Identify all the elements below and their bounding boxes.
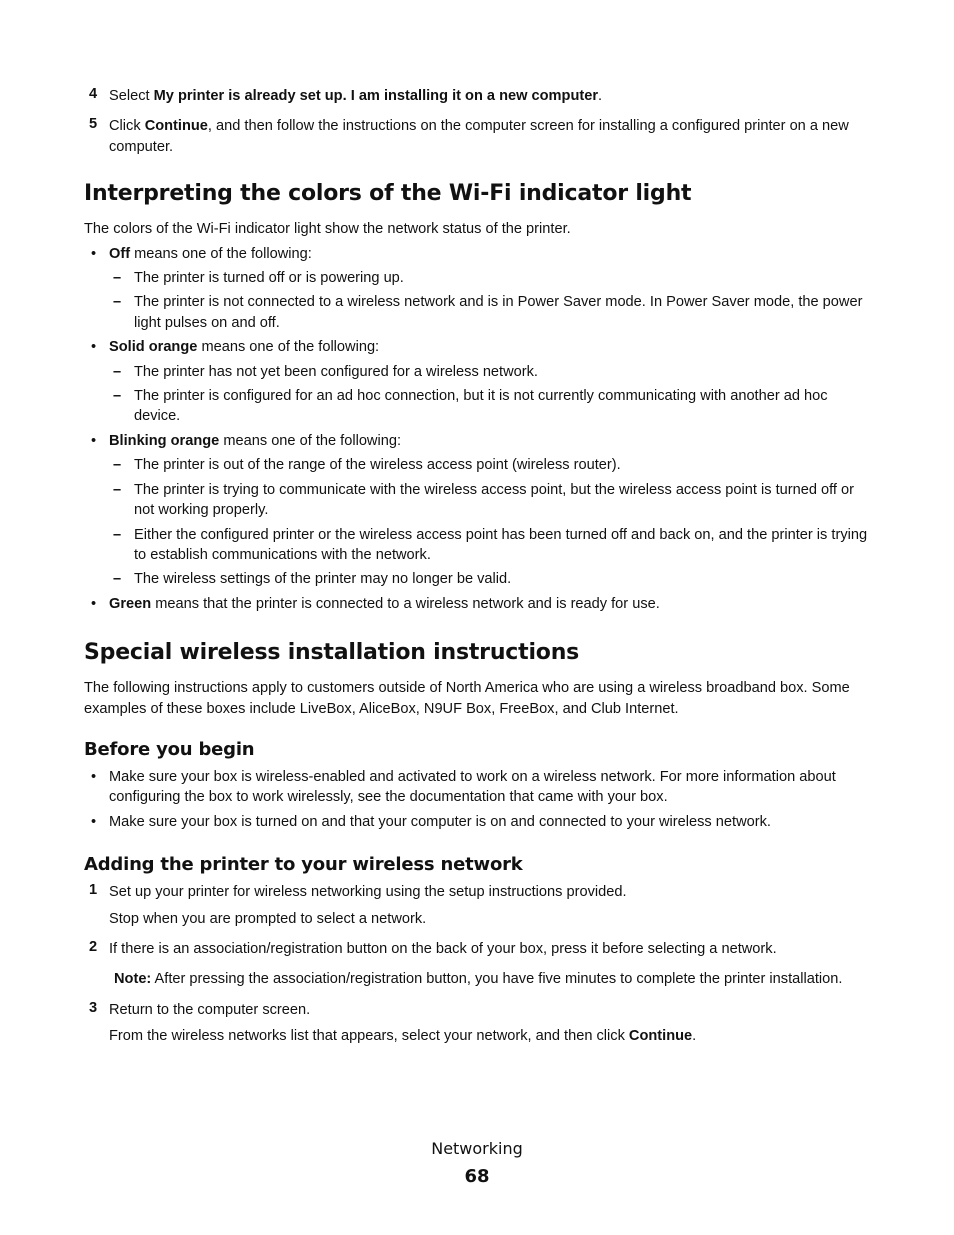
special-heading: Special wireless installation instructions [84,640,580,666]
step-text: Select My printer is already set up. I am installing it on a new computer. [109,88,603,104]
sub-list [109,362,874,427]
sub-item: – The printer is out of the range of the wireless access point (wireless router). [109,455,874,475]
before-heading: Before you begin [84,738,255,760]
step-number: 3 [89,999,98,1016]
page-content [84,86,874,1057]
step-subtext: Stop when you are prompted to select a network. [109,910,427,927]
sub-item: – The printer is configured for an ad hoc connection, but it is not currently communicating with another ad hoc device. [109,386,874,427]
sub-item: – The printer is turned off or is powering up. [109,268,874,288]
adding-step-3 [84,1000,874,1047]
adding-heading: Adding the printer to your wireless network [84,854,523,876]
step-number: 5 [89,116,98,133]
note: Note: After pressing the association/registration button, you have five minutes to complete the printer installation. [114,971,843,988]
list-item-green: • Green means that the printer is connected to a wireless network and is ready for use. [84,594,874,614]
wifi-heading: Interpreting the colors of the Wi-Fi indicator light [84,181,692,207]
sub-list [109,455,874,589]
list-item-blinking-orange: • Blinking orange means one of the following: – The printer is out of the range of the wireless access point (wireless router). – The printer is trying to communicate with the wireless access point, but the wireless access point is turned off or not working properly. – Either the configured printer or the wireless access point has been turned off and back on, and the printer is trying to establish communications with the network. – The wireless settings of the printer may no longer be valid. [84,431,874,590]
sub-item: – The printer is not connected to a wireless network and is in Power Saver mode. In Power Saver mode, the power light pulses on and off. [109,292,874,333]
step-4 [84,86,874,106]
step-number: 2 [89,938,98,955]
sub-item: – The wireless settings of the printer may no longer be valid. [109,569,874,589]
before-list [84,767,874,832]
note-label: Note: [114,971,152,988]
list-item-off: • Off means one of the following: – The printer is turned off or is powering up. – The printer is not connected to a wireless network and is in Power Saver mode. In Power Saver mode, the power light pulses on and off. [84,244,874,334]
step-number: 4 [89,86,98,102]
sub-list [109,268,874,333]
step-text: Return to the computer screen. [109,1001,311,1018]
adding-step-2 [84,939,874,990]
footer-section-name: Networking [431,1139,523,1158]
step-text: Click Continue, and then follow the instructions on the computer screen for installing a configured printer on a new computer. [109,118,849,155]
list-item: • Make sure your box is wireless-enabled and activated to work on a wireless network. For more information about configuring the box to work wirelessly, see the documentation that came with your box. [84,767,874,808]
step-number: 1 [89,882,98,899]
step-text: If there is an association/registration button on the back of your box, press it before selecting a network. [109,940,777,957]
step-text: Set up your printer for wireless networking using the setup instructions provided. [109,884,627,901]
adding-step-1 [84,882,874,929]
page-number: 68 [464,1166,490,1187]
special-intro: The following instructions apply to customers outside of North America who are using a wireless broadband box. Some examples of these boxes include LiveBox, AliceBox, N9UF Box, FreeBox, and Club Internet. [84,680,850,717]
sub-item: – Either the configured printer or the wireless access point has been turned off and back on, and the printer is trying to establish communications with the network. [109,525,874,566]
wifi-intro: The colors of the Wi-Fi indicator light show the network status of the printer. [84,221,571,238]
sub-item: – The printer is trying to communicate with the wireless access point, but the wireless access point is turned off or not working properly. [109,480,874,521]
list-item-solid-orange: • Solid orange means one of the following: – The printer has not yet been configured for a wireless network. – The printer is configured for an ad hoc connection, but it is not currently communicating with another ad hoc device. [84,337,874,427]
step-subtext: From the wireless networks list that appears, select your network, and then click Continue. [109,1028,697,1045]
sub-item: – The printer has not yet been configured for a wireless network. [109,362,874,382]
list-item: • Make sure your box is turned on and that your computer is on and connected to your wireless network. [84,812,874,832]
wifi-status-list [84,244,874,615]
step-5 [84,116,874,157]
